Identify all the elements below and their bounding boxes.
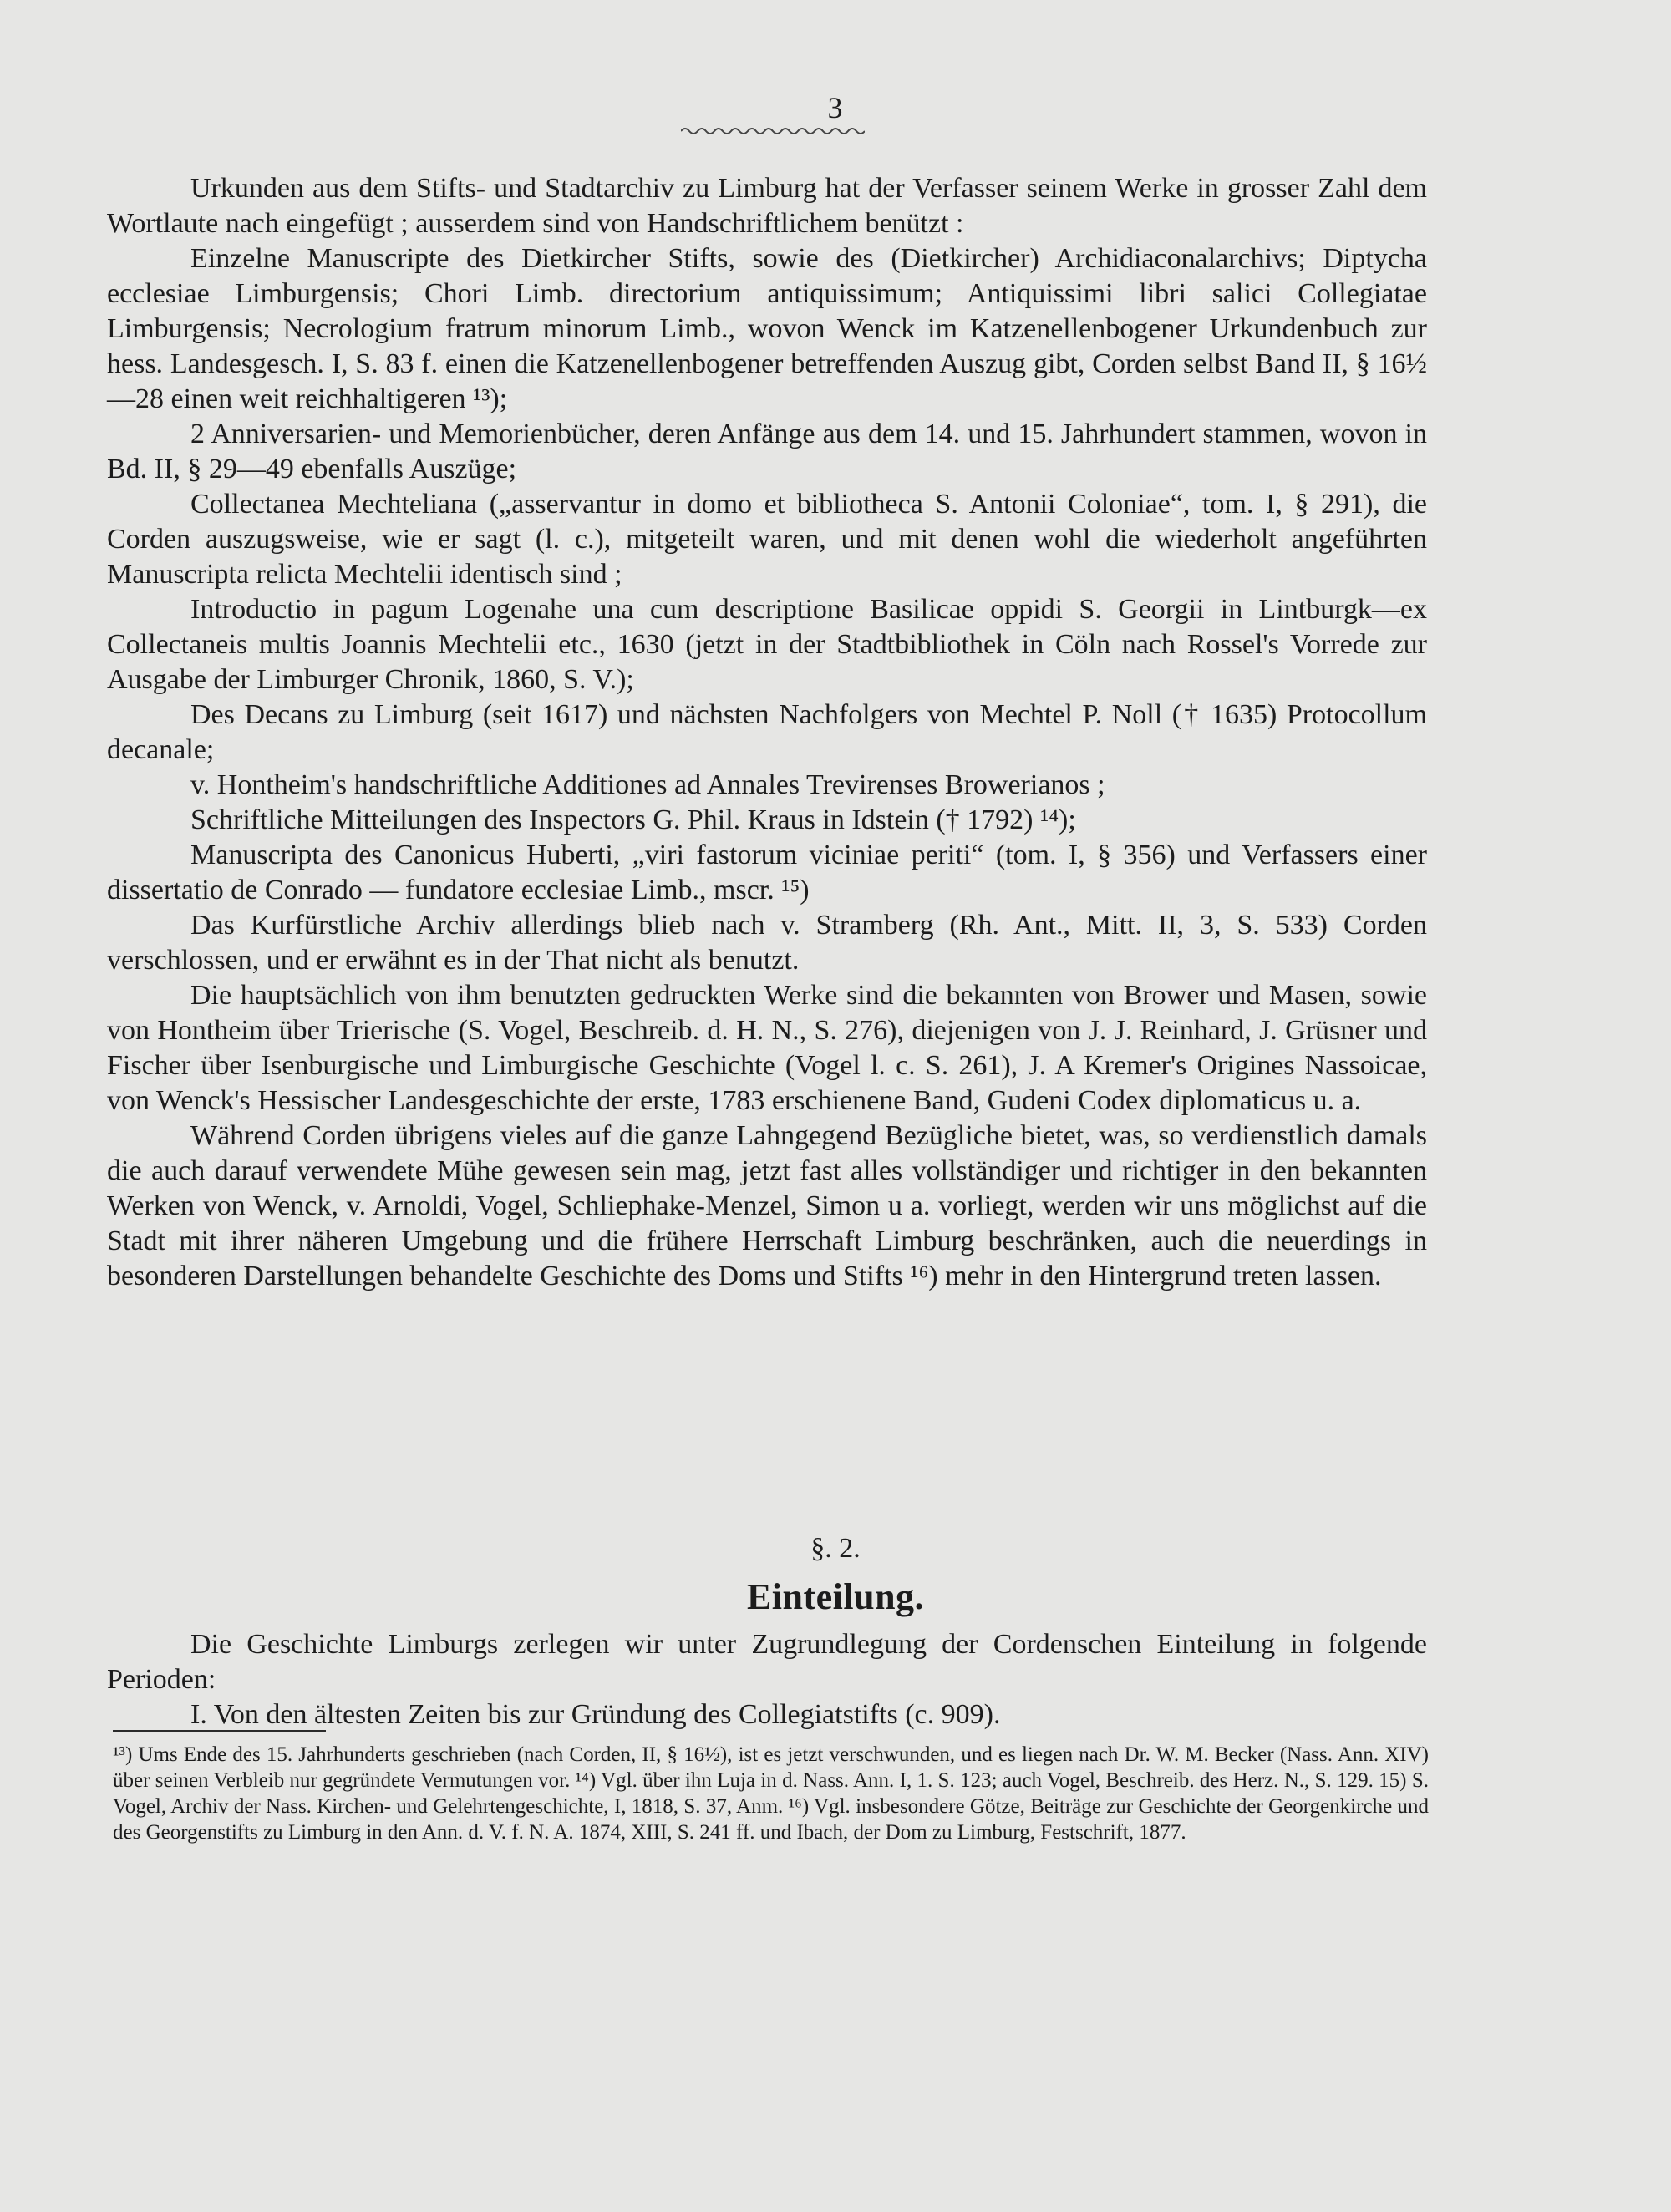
paragraph: Introductio in pagum Logenahe una cum descriptione Basilicae oppidi S. Georgii in Lintburgk—ex Collectaneis multis Joannis Mechtelii etc., 1630 (jetzt in der Stadtbibliothek in Cöln nach Rossel's Vorrede zur Ausgabe der Limburger Chronik, 1860, S. V.); xyxy=(107,594,1427,695)
paragraph: Urkunden aus dem Stifts- und Stadtarchiv zu Limburg hat der Verfasser seinem Werke in grosser Zahl dem Wortlaute nach eingefügt ; ausserdem sind von Handschriftlichem benützt : xyxy=(107,173,1427,239)
section-text xyxy=(107,1627,1427,1733)
footnotes xyxy=(113,1742,1429,1845)
paragraph: Schriftliche Mitteilungen des Inspectors G. Phil. Kraus in Idstein († 1792) ¹⁴); xyxy=(190,804,1076,835)
paragraph: Die Geschichte Limburgs zerlegen wir unter Zugrundlegung der Cordenschen Einteilung in folgende Perioden: xyxy=(107,1629,1427,1695)
section-heading: Einteilung. xyxy=(746,1576,925,1617)
paragraph: Das Kurfürstliche Archiv allerdings blieb nach v. Stramberg (Rh. Ant., Mitt. II, 3, S. 533) Corden verschlossen, und er erwähnt es in der That nicht als benutzt. xyxy=(107,910,1427,976)
footnote-text: ¹³) Ums Ende des 15. Jahrhunderts geschrieben (nach Corden, II, § 16½), ist es jetzt verschwunden, und es liegen nach Dr. W. M. Becker (Nass. Ann. XIV) über seinen Verbleib nur gegründete Vermutungen vor. ¹⁴) Vgl. über ihn Luja in d. Nass. Ann. I, 1. S. 123; auch Vogel, Beschreib. des Herz. N., S. 129. 15) S. Vogel, Archiv der Nass. Kirchen- und Gelehrtengeschichte, I, 1818, S. 37, Anm. ¹⁶) Vgl. insbesondere Götze, Beiträge zur Geschichte der Georgenkirche und des Georgenstifts zu Limburg in den Ann. d. V. f. N. A. 1874, XIII, S. 241 ff. und Ibach, der Dom zu Limburg, Festschrift, 1877. xyxy=(113,1743,1429,1844)
paragraph: Des Decans zu Limburg (seit 1617) und nächsten Nachfolgers von Mechtel P. Noll († 1635) Protocollum decanale; xyxy=(107,699,1427,765)
paragraph: Manuscripta des Canonicus Huberti, „viri fastorum viciniae periti“ (tom. I, § 356) und Verfassers einer dissertatio de Conrado — fundatore ecclesiae Limb., mscr. ¹⁵) xyxy=(107,840,1427,906)
paragraph: I. Von den ältesten Zeiten bis zur Gründung des Collegiatstifts (c. 909). xyxy=(190,1699,1001,1730)
paragraph: Collectanea Mechteliana („asservantur in domo et bibliotheca S. Antonii Coloniae“, tom. I, § 291), die Corden auszugsweise, wie er sagt (l. c.), mitgeteilt waren, und mit denen wohl die wiederholt angeführten Manuscripta relicta Mechtelii identisch sind ; xyxy=(107,489,1427,590)
paragraph: Während Corden übrigens vieles auf die ganze Lahngegend Bezügliche bietet, was, so verdienstlich damals die auch darauf verwendete Mühe gewesen sein mag, jetzt fast alles vollständiger und richtiger in den bekannten Werken von Wenck, v. Arnoldi, Vogel, Schliephake-Menzel, Simon u a. vorliegt, werden wir uns möglichst auf die Stadt mit ihrer näheren Umgebung und die frühere Herrschaft Limburg beschränken, auch die neuerdings in besonderen Darstellungen behandelte Geschichte des Doms und Stifts ¹⁶) mehr in den Hintergrund treten lassen. xyxy=(107,1120,1427,1291)
paragraph: Einzelne Manuscripte des Dietkircher Stifts, sowie des (Dietkircher) Archidiaconalarchivs; Diptycha ecclesiae Limburgensis; Chori Limb. directorium antiquissimum; Antiquissimi libri salici Collegiatae Limburgensis; Necrologium fratrum minorum Limb., wovon Wenck im Katzenellenbogener Urkundenbuch zur hess. Landesgesch. I, S. 83 f. einen die Katzenellenbogener betreffenden Auszug gibt, Corden selbst Band II, § 16½—28 einen weit reichhaltigeren ¹³); xyxy=(107,243,1427,414)
paragraph: v. Hontheim's handschriftliche Additiones ad Annales Trevirenses Browerianos ; xyxy=(190,769,1105,800)
paragraph: 2 Anniversarien- und Memorienbücher, deren Anfänge aus dem 14. und 15. Jahrhundert stammen, wovon in Bd. II, § 29—49 ebenfalls Auszüge; xyxy=(107,419,1427,485)
section-mark: §. 2. xyxy=(810,1533,861,1564)
decorative-wave-rule xyxy=(681,125,865,137)
page-number: 3 xyxy=(827,91,844,124)
main-text xyxy=(107,171,1427,1294)
footnote-divider xyxy=(113,1730,326,1732)
paragraph: Die hauptsächlich von ihm benutzten gedruckten Werke sind die bekannten von Brower und Masen, sowie von Hontheim über Trierische (S. Vogel, Beschreib. d. H. N., S. 276), diejenigen von J. J. Reinhard, J. Grüsner und Fischer über Isenburgische und Limburgische Geschichte (Vogel l. c. S. 261), J. A Kremer's Origines Nassoicae, von Wenck's Hessischer Landesgeschichte der erste, 1783 erschienene Band, Gudeni Codex diplomaticus u. a. xyxy=(107,980,1427,1116)
